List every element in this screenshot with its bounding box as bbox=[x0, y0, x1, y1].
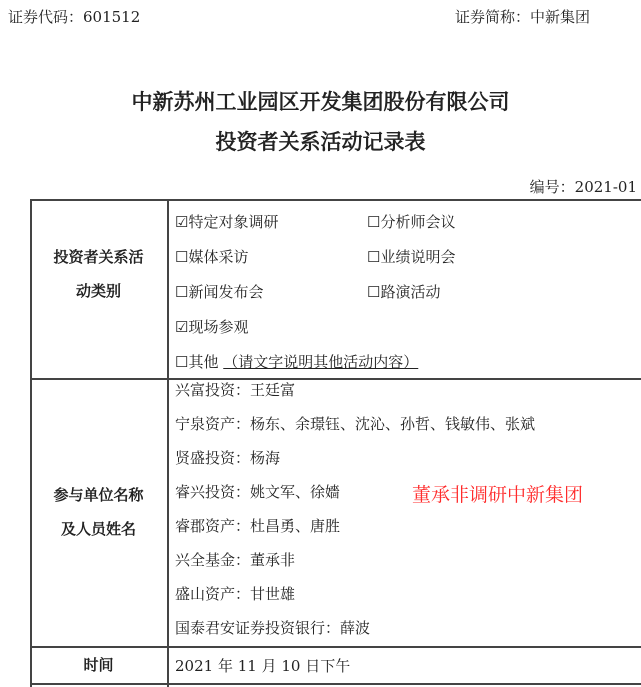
stock-code: 证券代码：601512 bbox=[8, 8, 141, 26]
time-value: 2021 年 11 月 10 日下午 bbox=[175, 657, 351, 675]
option-checkbox: ☐业绩说明会 bbox=[367, 248, 456, 266]
option-other: ☐其他 （请文字说明其他活动内容） bbox=[175, 353, 419, 371]
other-note: （请文字说明其他活动内容） bbox=[223, 353, 419, 371]
option-checkbox: ☐新闻发布会 bbox=[175, 283, 264, 301]
doc-number: 编号：2021-01 bbox=[529, 178, 637, 196]
divider bbox=[30, 378, 641, 380]
participant-row: 兴富投资：王廷富 bbox=[175, 381, 296, 399]
participant-row: 兴全基金：董承非 bbox=[175, 551, 296, 569]
divider bbox=[30, 199, 641, 201]
option-checkbox: ☐媒体采访 bbox=[175, 248, 249, 266]
participant-row: 盛山资产：甘世雄 bbox=[175, 585, 296, 603]
participant-row: 国泰君安证券投资银行：薛波 bbox=[175, 619, 371, 637]
divider bbox=[30, 683, 641, 685]
time-label: 时间 bbox=[83, 656, 114, 674]
participant-row: 睿兴投资：姚文军、徐嬙 bbox=[175, 483, 341, 501]
option-checkbox: ☐路演活动 bbox=[367, 283, 441, 301]
red-annotation: 董承非调研中新集团 bbox=[412, 484, 584, 506]
divider bbox=[167, 199, 169, 687]
activity-type-label: 投资者关系活 动类别 bbox=[53, 248, 144, 300]
option-checkbox: ☐分析师会议 bbox=[367, 213, 456, 231]
option-checkbox: ☑现场参观 bbox=[175, 318, 249, 336]
doc-title: 中新苏州工业园区开发集团股份有限公司 bbox=[131, 90, 510, 114]
participants-label: 参与单位名称 及人员姓名 bbox=[53, 486, 144, 538]
participant-row: 宁泉资产：杨东、余璟钰、沈沁、孙哲、钱敏伟、张斌 bbox=[175, 415, 536, 433]
option-checkbox: ☑特定对象调研 bbox=[175, 213, 279, 231]
doc-subtitle: 投资者关系活动记录表 bbox=[215, 130, 426, 154]
participant-row: 贤盛投资：杨海 bbox=[175, 449, 281, 467]
stock-name: 证券简称：中新集团 bbox=[455, 8, 591, 26]
participant-row: 睿郡资产：杜昌勇、唐胜 bbox=[175, 517, 341, 535]
